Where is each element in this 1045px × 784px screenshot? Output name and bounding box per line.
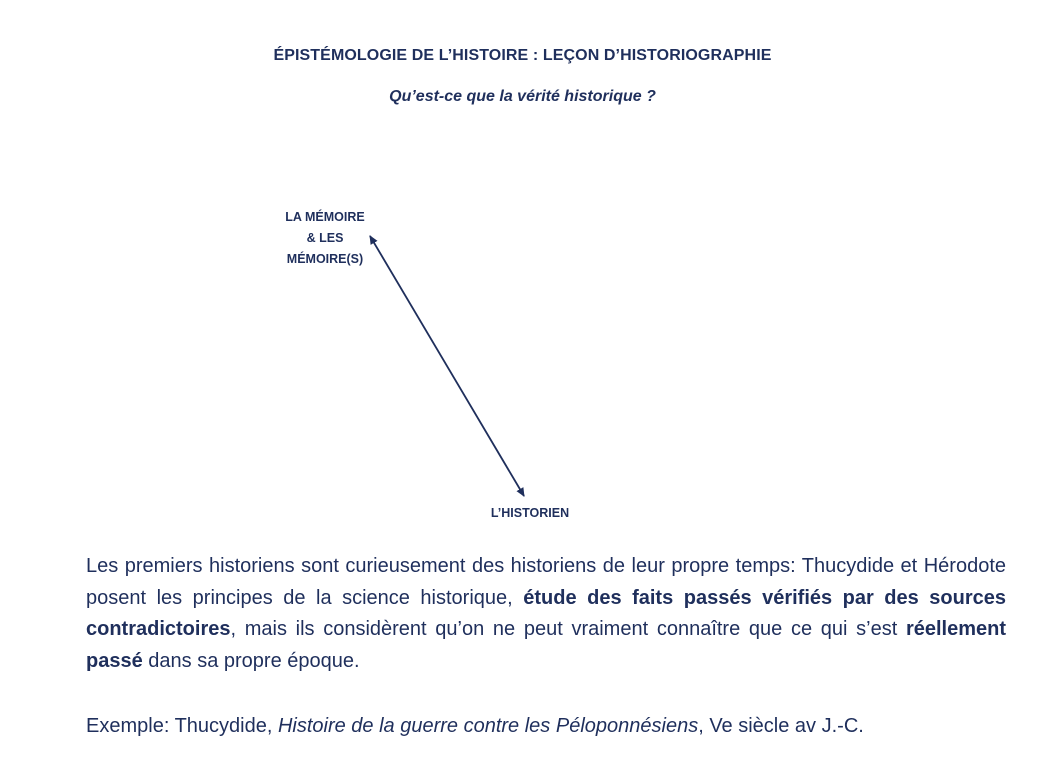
emphasis-text: étude des faits passés vérifiés par des sources contradictoires <box>86 586 1007 640</box>
page-title: ÉPISTÉMOLOGIE DE L’HISTOIRE : LEÇON D’HISTORIOGRAPHIE <box>273 47 772 64</box>
paragraph-text: Les premiers historiens sont curieusement des historiens de leur propre temps: Thucydide et Hérodote posent les principes de la science historique, <box>86 555 1006 609</box>
emphasis-text: réellement passé <box>86 618 1006 672</box>
paragraph-text: , Ve siècle av J.-C. <box>698 715 864 737</box>
historien-label: L’HISTORIEN <box>490 506 570 520</box>
page-subtitle: Qu’est-ce que la vérité historique ? <box>389 88 656 105</box>
example-paragraph <box>86 711 1006 743</box>
paragraph-text: Exemple: Thucydide, <box>86 715 278 737</box>
paragraph-text: dans sa propre époque. <box>142 649 360 672</box>
memoire-label-line2: & LES <box>306 231 344 245</box>
memoire-label-line3: MÉMOIRE(S) <box>286 252 364 266</box>
memoire-label <box>270 207 380 270</box>
intro-paragraph <box>86 551 1006 677</box>
double-arrow <box>370 236 524 496</box>
book-title: Histoire de la guerre contre les Péloponnésiens <box>277 715 699 737</box>
paragraph-text: , mais ils considèrent qu’on ne peut vraiment connaître que ce qui s’est <box>230 618 906 640</box>
memoire-label-line1: LA MÉMOIRE <box>285 210 365 224</box>
